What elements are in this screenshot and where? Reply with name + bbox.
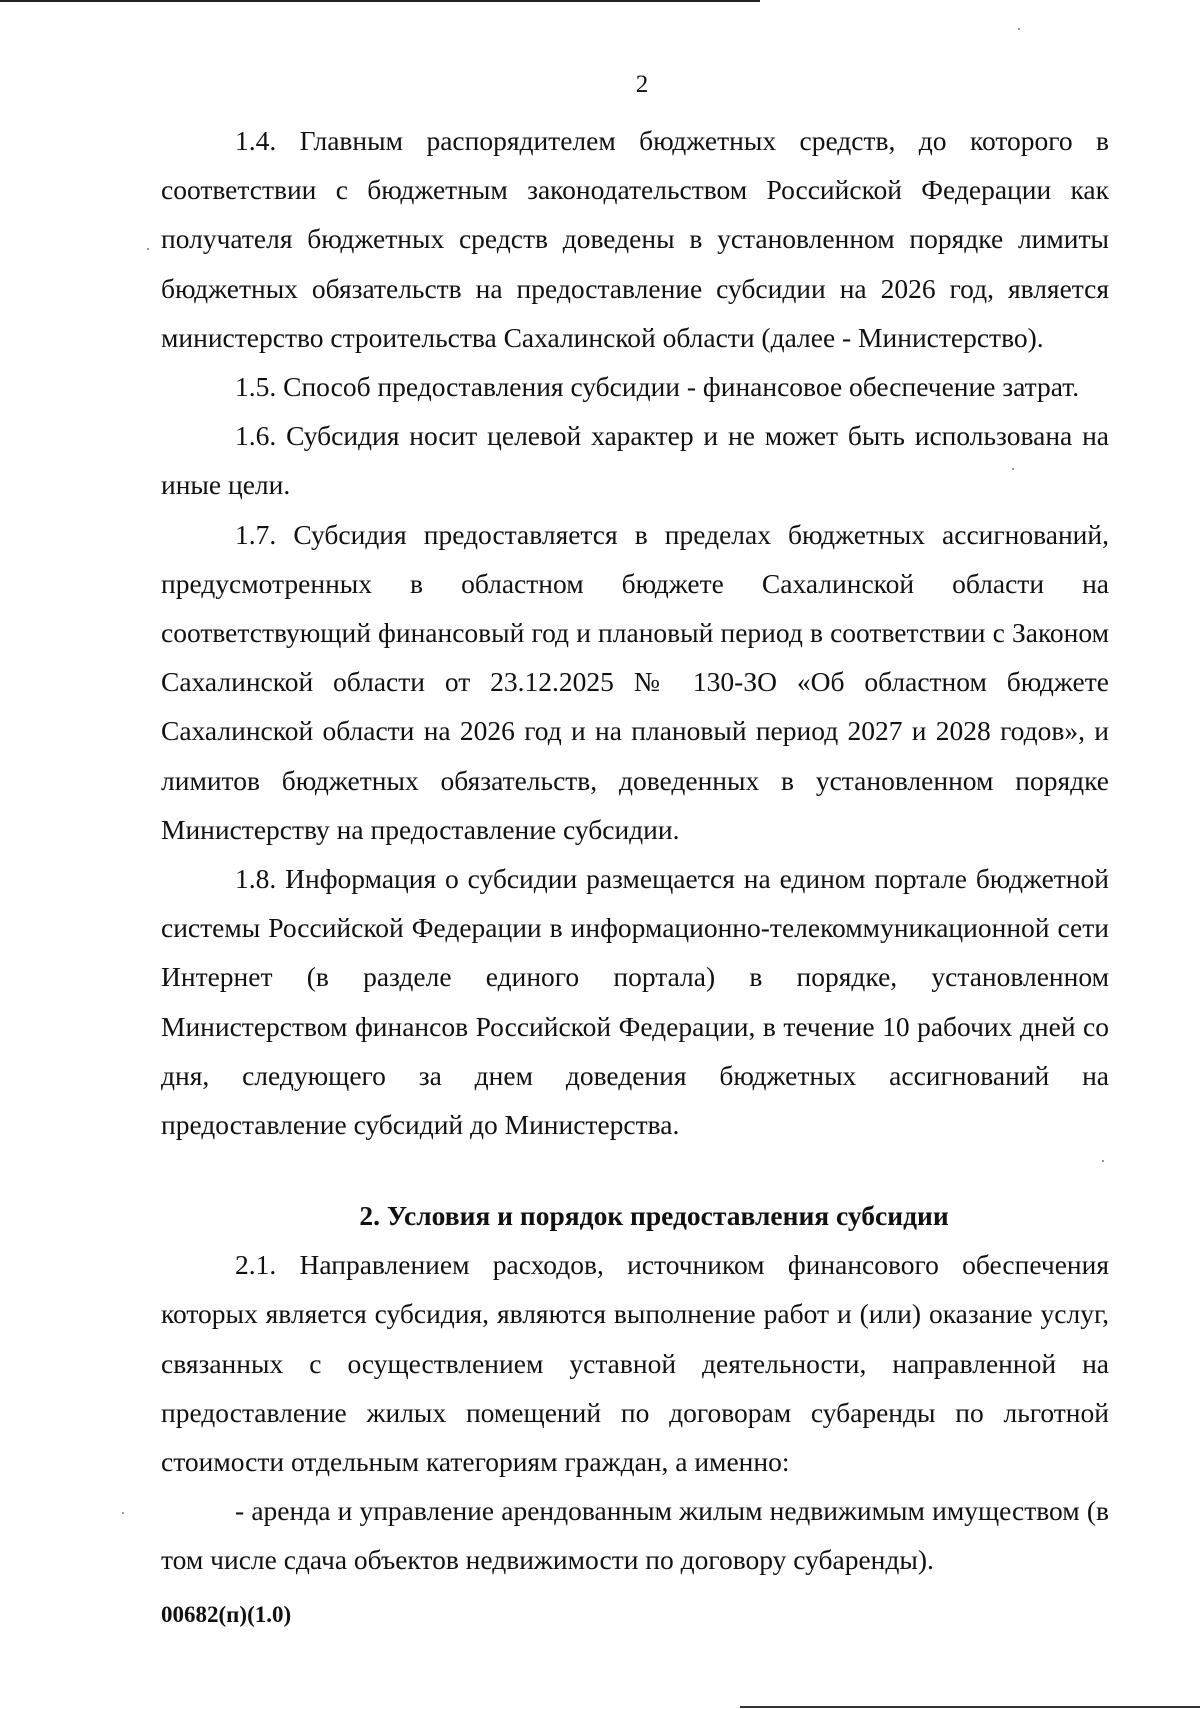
paragraph-2-1: 2.1. Направлением расходов, источником финансового обеспечения которых является субсидия, являются выполнение работ и (или) оказание услуг, связанных с осуществлением уставной деятельности, направленной на предоставление жилых помещений по договорам субаренды по льготной стоимости отдельным категориям граждан, а именно: — [161, 1249, 1109, 1478]
paragraph-1-8: 1.8. Информация о субсидии размещается на едином портале бюджетной системы Российской Федерации в информационно-телекоммуникационной сети Интернет (в разделе единого портала) в порядке, установленном Министерством финансов Российской Федерации, в течение 10 рабочих дней со дня, следующего за днем доведения бюджетных ассигнований на предоставление субсидий до Министерства. — [161, 863, 1109, 1141]
document-code: 00682(п)(1.0) — [161, 1602, 292, 1627]
paragraph-list-item: - аренда и управление арендованным жилым недвижимым имуществом (в том числе сдача объектов недвижимости по договору субаренды). — [161, 1495, 1109, 1576]
paragraph-1-6: 1.6. Субсидия носит целевой характер и не может быть использована на иные цели. — [161, 420, 1109, 501]
scan-speck — [1102, 1160, 1104, 1162]
document-page — [161, 60, 1109, 1585]
scan-speck — [147, 248, 149, 250]
paragraph-1-5: 1.5. Способ предоставления субсидии - финансовое обеспечение затрат. — [235, 371, 1080, 403]
paragraph-1-4: 1.4. Главным распорядителем бюджетных средств, до которого в соответствии с бюджетным законодательством Российской Федерации как получателя бюджетных средств доведены в установленном порядке лимиты бюджетных обязательств на предоставление субсидии на 2026 год, является министерство строительства Сахалинской области (далее - Министерство). — [161, 125, 1109, 353]
scan-border-top — [0, 0, 760, 2]
section-heading: 2. Условия и порядок предоставления субсидии — [359, 1200, 949, 1232]
page-number: 2 — [635, 71, 649, 98]
scan-speck — [122, 1512, 124, 1514]
scan-border-bottom — [740, 1706, 1200, 1708]
scan-speck — [1012, 468, 1014, 470]
paragraph-1-7: 1.7. Субсидия предоставляется в пределах бюджетных ассигнований, предусмотренных в областном бюджете Сахалинской области на соответствующий финансовый год и плановый период в соответствии с Законом Сахалинской области от 23.12.2025 № 130-ЗО «Об областном бюджете Сахалинской области на 2026 год и на плановый период 2027 и 2028 годов», и лимитов бюджетных обязательств, доведенных в установленном порядке Министерству на предоставление субсидии. — [161, 518, 1109, 845]
scan-speck — [1018, 28, 1020, 30]
